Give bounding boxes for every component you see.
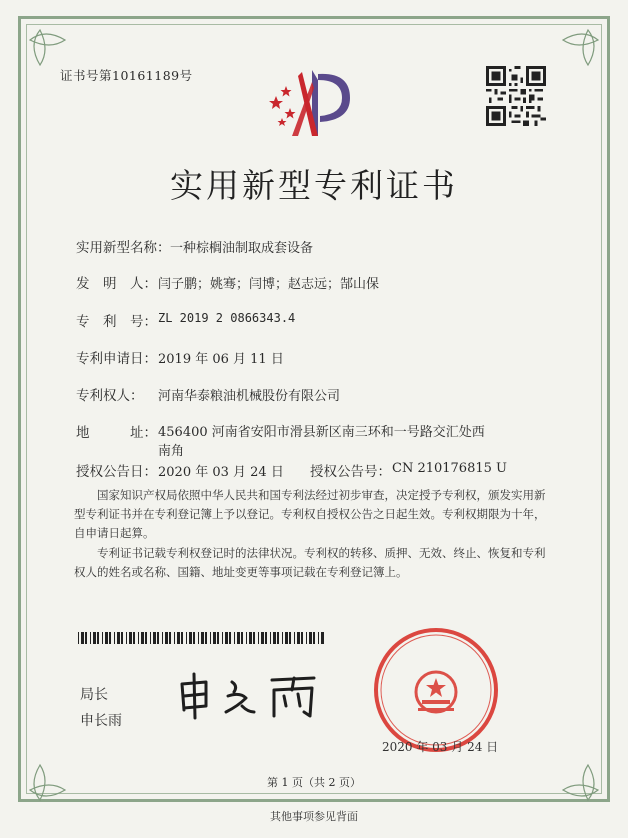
apply-date-label: 专利申请日： bbox=[76, 351, 157, 367]
grant-statement-paragraph: 国家知识产权局依照中华人民共和国专利法经过初步审查，决定授予专利权，颁发实用新型专利证书并在专利登记簿上予以登记。专利权自授权公告之日起生效。专利权期限为十年，自申请日起算。 bbox=[74, 488, 546, 540]
barcode bbox=[78, 632, 326, 644]
handwritten-signature bbox=[176, 672, 322, 720]
page-number: 第 1 页（共 2 页） bbox=[267, 776, 361, 789]
director-name: 申长雨 bbox=[80, 713, 122, 729]
patent-number-label: 专 利 号： bbox=[76, 314, 157, 330]
seal-date: 2020 年 03 月 24 日 bbox=[382, 740, 499, 754]
official-seal-stamp bbox=[372, 626, 500, 754]
cnipa-logo-icon bbox=[262, 62, 366, 142]
patentee-value: 河南华泰粮油机械股份有限公司 bbox=[158, 389, 341, 404]
apply-date-value: 2019 年 06 月 11 日 bbox=[158, 352, 284, 367]
footer-note: 其他事项参见背面 bbox=[270, 810, 358, 823]
inventor-value: 闫子鹏；姚骞；闫博；赵志远；郜山保 bbox=[158, 277, 380, 292]
grant-date-value: 2020 年 03 月 24 日 bbox=[158, 465, 284, 480]
address-value-line1: 456400 河南省安阳市滑县新区南三环和一号路交汇处西 bbox=[158, 425, 485, 440]
director-title: 局长 bbox=[80, 687, 108, 703]
grant-number-value: CN 210176815 U bbox=[392, 461, 507, 476]
address-value-line2: 南角 bbox=[158, 444, 185, 459]
patentee-label: 专利权人： bbox=[76, 388, 144, 404]
certificate-title: 实用新型专利证书 bbox=[170, 166, 458, 205]
certificate-number: 证书号第10161189号 bbox=[60, 68, 193, 83]
grant-number-label: 授权公告号： bbox=[310, 464, 391, 480]
patent-number-value: ZL 2019 2 0866343.4 bbox=[158, 311, 296, 325]
grant-date-label: 授权公告日： bbox=[76, 464, 157, 480]
name-value: 一种棕榈油制取成套设备 bbox=[170, 241, 314, 256]
inventor-label: 发 明 人： bbox=[76, 276, 157, 292]
address-label: 地 址： bbox=[76, 425, 157, 441]
qr-code bbox=[486, 66, 546, 126]
name-label: 实用新型名称： bbox=[76, 240, 171, 256]
legal-status-paragraph: 专利证书记载专利权登记时的法律状况。专利权的转移、质押、无效、终止、恢复和专利权人的姓名或名称、国籍、地址变更等事项记载在专利登记簿上。 bbox=[74, 546, 546, 579]
